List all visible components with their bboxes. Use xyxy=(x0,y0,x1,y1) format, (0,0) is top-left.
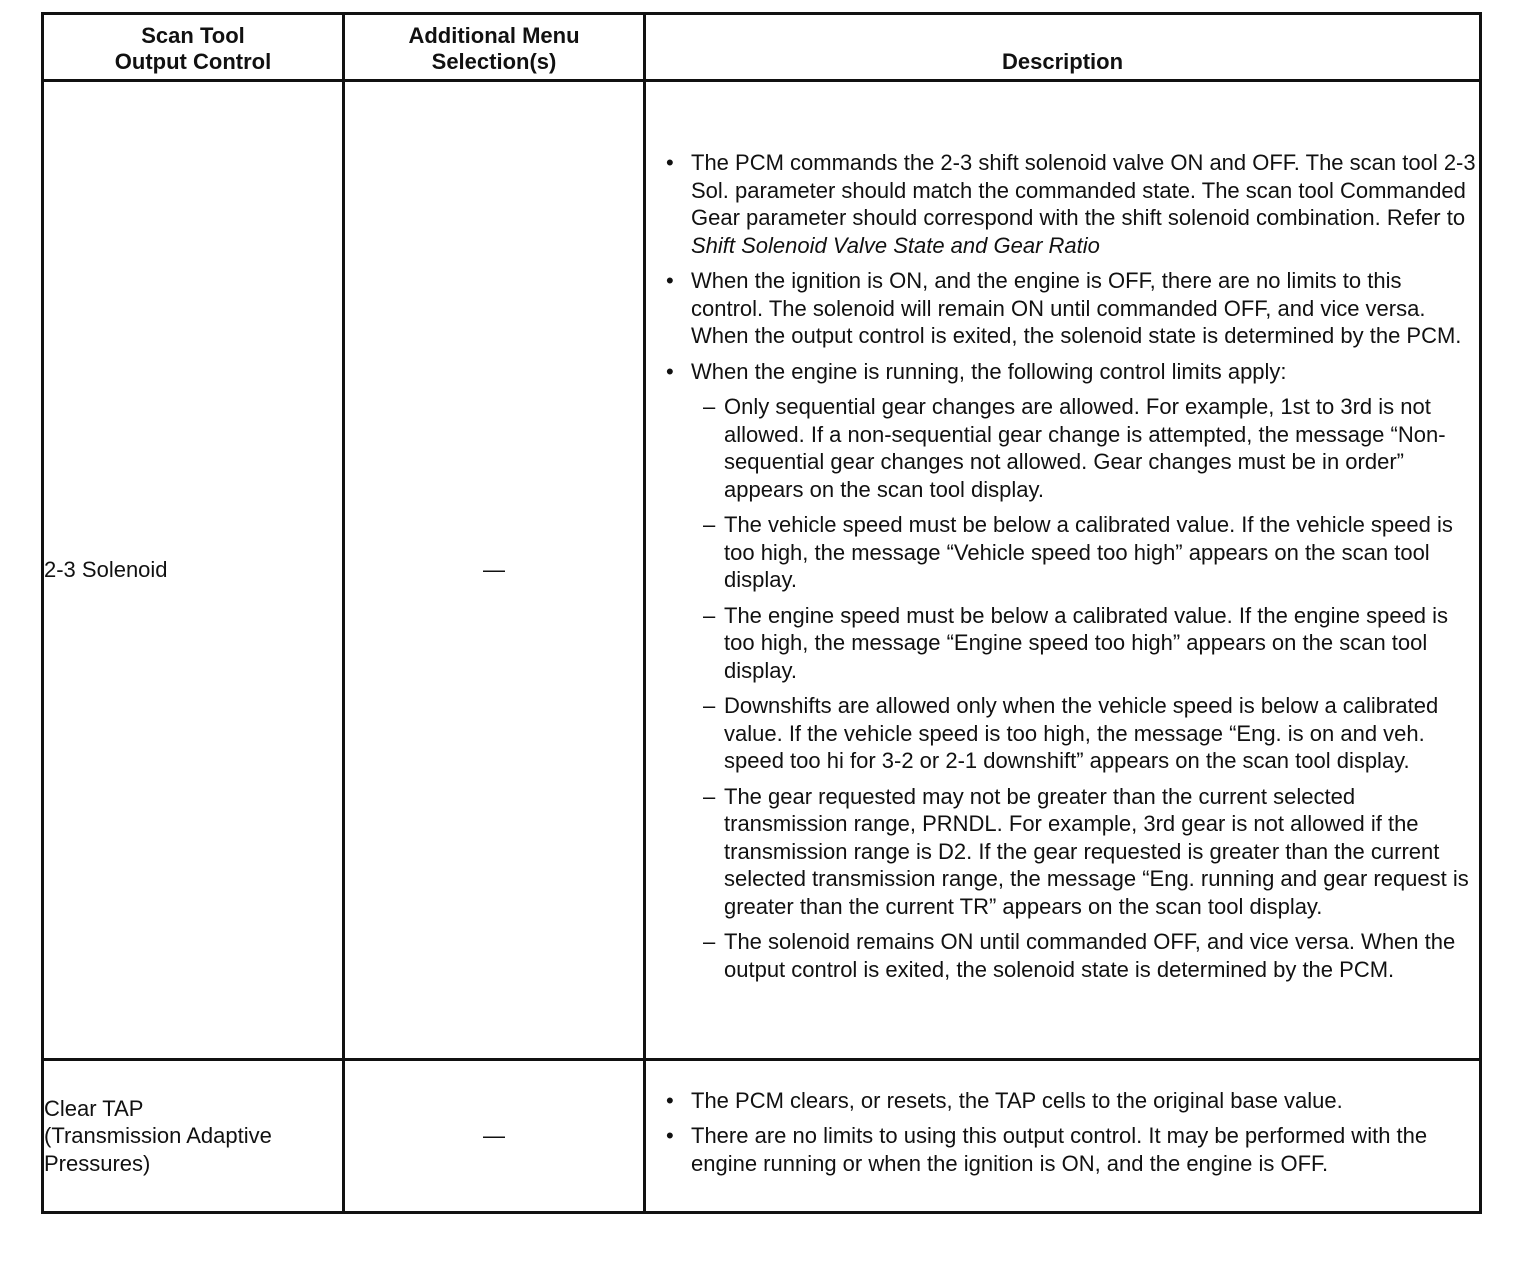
control-name-cell xyxy=(43,1060,344,1213)
sub-item xyxy=(691,393,1479,503)
bullet-text: The PCM commands the 2-3 shift solenoid valve ON and OFF. The scan tool 2-3 Sol. parameter should match the commanded state. The scan tool Commanded Gear parameter should correspond with the shift solenoid combination. Refer to xyxy=(691,150,1476,230)
bullet-text: When the engine is running, the following control limits apply: xyxy=(691,358,1287,384)
header-col2-line2: Selection(s) xyxy=(431,49,557,74)
bullet-dot-icon: • xyxy=(666,150,674,175)
control-name-line1: Clear TAP xyxy=(44,1095,144,1121)
sub-item xyxy=(691,783,1479,921)
dash-icon: – xyxy=(703,512,716,537)
sub-item xyxy=(691,602,1479,685)
sub-item-list xyxy=(691,393,1479,983)
reference-link-text: Shift Solenoid Valve State and Gear Ratio xyxy=(691,232,1100,258)
dash-icon: – xyxy=(703,693,716,718)
bullet-dot-icon: • xyxy=(666,358,674,384)
sub-item-text: Only sequential gear changes are allowed. For example, 1st to 3rd is not allowed. If a non-sequential gear change is attempted, the message “Non-sequential gear changes not allowed. Gear changes must be in order” appears on the scan tool display. xyxy=(724,394,1446,502)
header-col1-line1: Scan Tool xyxy=(141,23,245,48)
bullet-dot-icon: • xyxy=(666,268,674,293)
bullet-item xyxy=(646,267,1479,350)
header-scan-tool-output-control xyxy=(43,14,344,81)
output-control-table xyxy=(41,12,1482,1214)
sub-item-text: The engine speed must be below a calibrated value. If the engine speed is too high, the message “Engine speed too high” appears on the scan tool display. xyxy=(724,602,1449,683)
sub-item xyxy=(691,692,1479,775)
dash-icon: – xyxy=(703,783,716,809)
sub-item xyxy=(691,928,1479,983)
table-row-2-3-solenoid xyxy=(43,81,1481,1060)
header-row xyxy=(43,14,1481,81)
header-col1-line2: Output Control xyxy=(114,49,272,74)
bullet-text: The PCM clears, or resets, the TAP cells to the original base value. xyxy=(691,1087,1343,1113)
bullet-dot-icon: • xyxy=(666,1123,674,1149)
menu-selection-cell: — xyxy=(344,1060,645,1213)
bullet-item xyxy=(646,358,1479,984)
bullet-text: When the ignition is ON, and the engine is OFF, there are no limits to this control. The solenoid will remain ON until commanded OFF, and vice versa. When the output control is exited, the solenoid state is determined by the PCM. xyxy=(691,268,1462,348)
sub-item-text: Downshifts are allowed only when the vehicle speed is below a calibrated value. If the vehicle speed is too high, the message “Eng. is on and veh. speed too hi for 3-2 or 2-1 downshift” appears on the scan tool display. xyxy=(724,693,1439,773)
dash-icon: – xyxy=(703,394,716,419)
description-bullet-list xyxy=(646,1087,1479,1178)
description-cell xyxy=(645,1060,1481,1213)
header-col2-line1: Additional Menu xyxy=(408,23,580,48)
bullet-text: There are no limits to using this output control. It may be performed with the engine running or when the ignition is ON, and the engine is OFF. xyxy=(691,1123,1428,1176)
menu-selection-cell: — xyxy=(344,81,645,1060)
control-name-cell: 2-3 Solenoid xyxy=(43,81,344,1060)
table-row-clear-tap xyxy=(43,1060,1481,1213)
bullet-item xyxy=(646,1122,1479,1177)
sub-item-text: The vehicle speed must be below a calibrated value. If the vehicle speed is too high, the message “Vehicle speed too high” appears on the scan tool display. xyxy=(724,512,1453,592)
dash-icon: – xyxy=(703,602,716,628)
sub-item-text: The solenoid remains ON until commanded OFF, and vice versa. When the output control is exited, the solenoid state is determined by the PCM. xyxy=(724,929,1456,982)
bullet-item xyxy=(646,149,1479,259)
bullet-item xyxy=(646,1087,1479,1115)
sub-item xyxy=(691,511,1479,594)
control-name-line2: (Transmission Adaptive Pressures) xyxy=(44,1123,272,1176)
description-bullet-list xyxy=(646,149,1479,983)
header-additional-menu-selections xyxy=(344,14,645,81)
dash-icon: – xyxy=(703,929,716,954)
bullet-dot-icon: • xyxy=(666,1087,674,1113)
description-cell xyxy=(645,81,1481,1060)
sub-item-text: The gear requested may not be greater than the current selected transmission range, PRNDL. For example, 3rd gear is not allowed if the transmission range is D2. If the gear requested is greater than the current selected transmission range, the message “Eng. running and gear request is greater than the current TR” appears on the scan tool display. xyxy=(724,783,1469,919)
header-description: Description xyxy=(645,14,1481,81)
